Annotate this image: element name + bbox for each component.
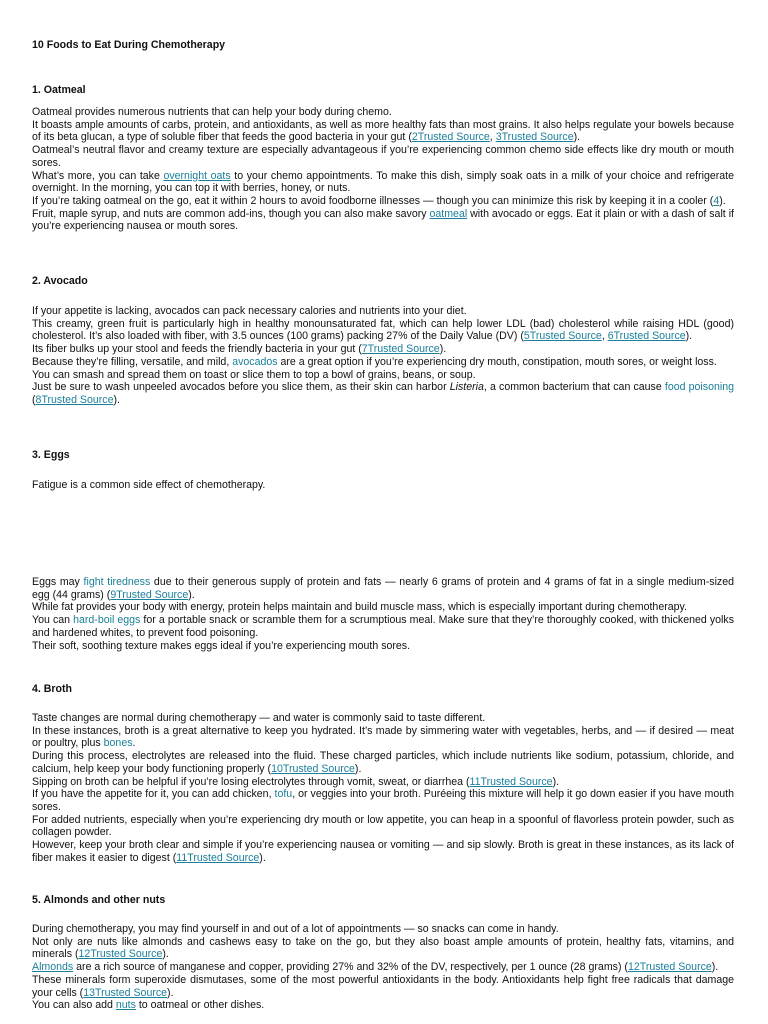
reference-link[interactable]: 7Trusted Source bbox=[361, 343, 440, 356]
hard-boil-eggs-link[interactable]: hard-boil eggs bbox=[73, 614, 141, 627]
section-eggs bbox=[32, 576, 734, 652]
paragraph: If you’re taking oatmeal on the go, eat it within 2 hours to avoid foodborne illnesses — though you can minimize this risk by keeping it in a cooler (4). bbox=[32, 194, 726, 207]
paragraph: Fatigue is a common side effect of chemotherapy. bbox=[32, 479, 266, 491]
food-poisoning-link[interactable]: food poisoning bbox=[664, 381, 735, 394]
heading-avocado: 2. Avocado bbox=[32, 275, 88, 287]
paragraph: If your appetite is lacking, avocados can pack necessary calories and nutrients into your diet. bbox=[32, 305, 467, 317]
reference-link[interactable]: 10Trusted Source bbox=[271, 762, 355, 775]
reference-link[interactable]: 4 bbox=[713, 194, 720, 207]
paragraph: It boasts ample amounts of carbs, protein, and antioxidants, as well as more healthy fats than most grains. It also helps regulate your bowels because of its beta glucan, a type of soluble fiber that feeds the good bacteria in your gut (2Trusted Source, 3Trusted Source). bbox=[32, 118, 734, 144]
section-nuts bbox=[32, 923, 734, 1012]
reference-link[interactable]: 11Trusted Source bbox=[176, 851, 260, 864]
reference-link[interactable]: 9Trusted Source bbox=[110, 588, 189, 601]
paragraph: Its fiber bulks up your stool and feeds the friendly bacteria in your gut (7Trusted Source). bbox=[32, 343, 447, 356]
tofu-link[interactable]: tofu bbox=[274, 788, 293, 801]
heading-eggs: 3. Eggs bbox=[32, 449, 70, 461]
paragraph: Oatmeal’s neutral flavor and creamy texture are especially advantageous if you’re experiencing common chemo side effects like dry mouth or mouth sores. bbox=[32, 144, 734, 169]
paragraph: Just be sure to wash unpeeled avocados before you slice them, as their skin can harbor Listeria, a common bacterium that can cause food poisoning (8Trusted Source). bbox=[32, 381, 735, 406]
paragraph: Not only are nuts like almonds and cashews easy to take on the go, but they also boast ample amounts of protein, healthy fats, vitamins, and minerals (12Trusted Source). bbox=[32, 935, 734, 961]
section-oatmeal bbox=[32, 106, 734, 233]
paragraph: Taste changes are normal during chemotherapy — and water is commonly said to taste different. bbox=[32, 712, 486, 724]
paragraph: During this process, electrolytes are released into the fluid. These charged particles, which include nutrients like sodium, potassium, chloride, and calcium, help keep your body functioning properly (10Trusted Source). bbox=[32, 750, 734, 775]
paragraph: Almonds are a rich source of manganese and copper, providing 27% and 32% of the DV, respectively, per 1 ounce (28 grams) (12Trusted Source). bbox=[32, 961, 719, 974]
paragraph: Because they’re filling, versatile, and mild, avocados are a great option if you’re experiencing dry mouth, constipation, mouth sores, or weight loss. bbox=[32, 355, 717, 368]
paragraph: However, keep your broth clear and simple if you’re experiencing nausea or vomiting — and sip slowly. Broth is great in these instances, as its lack of fiber makes it easier to digest (11Trusted Source). bbox=[32, 839, 734, 864]
paragraph: This creamy, green fruit is particularly high in healthy monounsaturated fat, which can help lower LDL (bad) cholesterol while raising HDL (good) cholesterol. It’s also loaded with fiber, with 3.5 ounces (100 grams) packing 27% of the Daily Value (DV) (5Trusted Source, 6Trusted Source). bbox=[32, 317, 734, 343]
document-title: 10 Foods to Eat During Chemotherapy bbox=[32, 39, 226, 51]
avocados-link[interactable]: avocados bbox=[232, 355, 278, 368]
reference-link[interactable]: 12Trusted Source bbox=[78, 948, 163, 961]
nuts-link[interactable]: nuts bbox=[115, 999, 136, 1012]
reference-link[interactable]: 2Trusted Source bbox=[411, 131, 490, 144]
almonds-link[interactable]: Almonds bbox=[32, 961, 74, 974]
section-broth bbox=[32, 712, 734, 864]
heading-nuts: 5. Almonds and other nuts bbox=[32, 894, 166, 906]
paragraph: During chemotherapy, you may find yourself in and out of a lot of appointments — so snacks can come in handy. bbox=[32, 923, 559, 935]
paragraph: While fat provides your body with energy, protein helps maintain and build muscle mass, which is especially important during chemotherapy. bbox=[32, 601, 687, 614]
paragraph: You can smash and spread them on toast or slice them to top a bowl of grains, beans, or soup. bbox=[32, 368, 476, 381]
heading-broth: 4. Broth bbox=[32, 683, 73, 695]
paragraph: You can hard-boil eggs for a portable snack or scramble them for a scrumptious meal. Make sure that they’re thoroughly cooked, with thickened yolks and hardened whites, to prevent food poisoning. bbox=[32, 614, 735, 639]
reference-link[interactable]: 5Trusted Source bbox=[523, 330, 602, 343]
paragraph: Eggs may fight tiredness due to their generous supply of protein and fats — nearly 6 grams of protein and 4 grams of fat in a single medium-sized egg (44 grams) (9Trusted Source). bbox=[32, 576, 735, 601]
paragraph: For added nutrients, especially when you’re experiencing dry mouth or low appetite, you can heap in a spoonful of flavorless protein powder, such as collagen powder. bbox=[32, 813, 734, 839]
reference-link[interactable]: 13Trusted Source bbox=[83, 986, 168, 999]
paragraph: If you have the appetite for it, you can add chicken, tofu, or veggies into your broth. Puréeing this mixture will help it go down easier if you have mouth sores. bbox=[32, 788, 734, 813]
reference-link[interactable]: 6Trusted Source bbox=[607, 330, 686, 343]
reference-link[interactable]: 12Trusted Source bbox=[627, 961, 712, 974]
reference-link[interactable]: 11Trusted Source bbox=[469, 775, 553, 788]
paragraph: Sipping on broth can be helpful if you’re losing electrolytes through vomit, sweat, or diarrhea (11Trusted Source). bbox=[32, 775, 560, 788]
reference-link[interactable]: 3Trusted Source bbox=[495, 131, 574, 144]
paragraph: These minerals form superoxide dismutases, some of the most powerful antioxidants in the body. Antioxidants help fight free radicals that damage your cells (13Trusted Source). bbox=[32, 973, 734, 999]
heading-oatmeal: 1. Oatmeal bbox=[32, 84, 86, 96]
paragraph: Their soft, soothing texture makes eggs ideal if you’re experiencing mouth sores. bbox=[32, 639, 411, 652]
bones-link[interactable]: bones bbox=[103, 737, 133, 750]
overnight-oats-link[interactable]: overnight oats bbox=[163, 169, 231, 182]
paragraph: What’s more, you can take overnight oats to your chemo appointments. To make this dish, simply soak oats in a milk of your choice and refrigerate overnight. In the morning, you can top it with berries, honey, or nuts. bbox=[32, 169, 734, 195]
paragraph: Fruit, maple syrup, and nuts are common add-ins, though you can also make savory oatmeal with avocado or eggs. Eat it plain or with a dash of salt if you’re experiencing nausea or mouth sores. bbox=[32, 207, 734, 233]
section-avocado bbox=[32, 305, 734, 407]
paragraph: Oatmeal provides numerous nutrients that can help your body during chemo. bbox=[32, 106, 392, 118]
paragraph: You can also add nuts to oatmeal or other dishes. bbox=[32, 999, 265, 1012]
oatmeal-link[interactable]: oatmeal bbox=[429, 207, 468, 220]
paragraph: In these instances, broth is a great alternative to keep you hydrated. It’s made by simmering water with vegetables, herbs, and — if desired — meat or poultry, plus bones. bbox=[32, 724, 734, 750]
fight-tiredness-link[interactable]: fight tiredness bbox=[83, 576, 151, 588]
reference-link[interactable]: 8Trusted Source bbox=[35, 393, 114, 406]
section-eggs-intro bbox=[32, 479, 734, 492]
